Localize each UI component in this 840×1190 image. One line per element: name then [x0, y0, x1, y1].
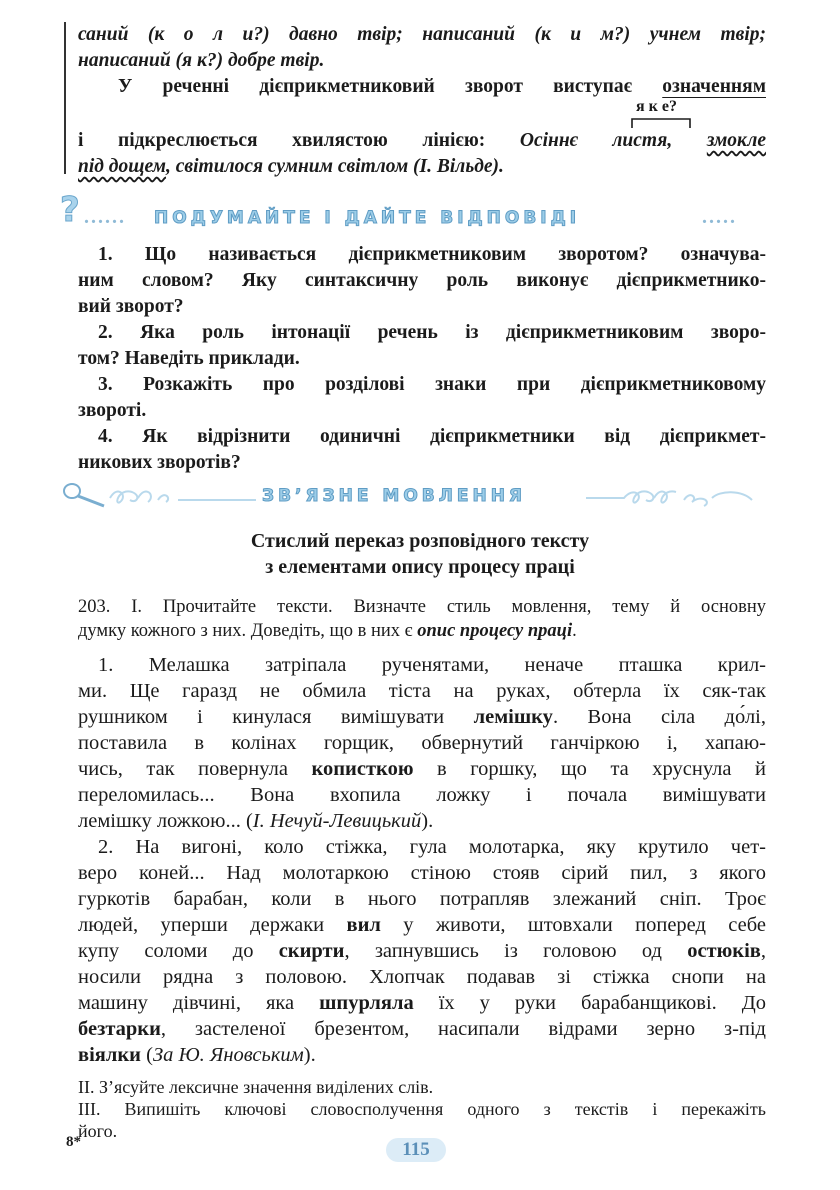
flourish-right: [584, 484, 754, 508]
section-title-1: Стислий переказ розповідного тексту: [250, 530, 590, 552]
top-line-1: саний (к о л и?) давно твір; написаний (к и м?) учнем твір;: [78, 24, 767, 45]
section-title-2: з елементами опису процесу праці: [265, 556, 575, 578]
think-line-6: 3. Розкажіть про розділові знаки при дієприкметниковому: [98, 374, 766, 395]
top-line-2: написаний (я к?) добре твір.: [78, 50, 325, 71]
think-line-8: 4. Як відрізнити одиничні дієприкметники від дієприкмет-: [98, 426, 766, 447]
text2-line-5: купу соломи до скирти, запнувшись із головою од остюків,: [78, 940, 766, 962]
text2-line-3: гуркотів барабан, коли в нього потрапляв злежаний сніп. Троє: [78, 888, 766, 910]
question-mark-icon: ?: [60, 190, 80, 230]
task-line-2: думку кожного з них. Доведіть, що в них є опис процесу праці.: [78, 621, 577, 641]
dots-left: ......: [84, 206, 126, 228]
text1-line-1: 1. Мелашка затріпала рученятами, неначе пташка крил-: [98, 654, 766, 676]
think-line-1: 1. Що називається дієприкметниковим зворотом? означува-: [98, 244, 766, 265]
think-heading: ПОДУМАЙТЕ І ДАЙТЕ ВІДПОВІДІ: [154, 208, 581, 228]
top-line-4: і підкреслюється хвилястою лінією: Осіннє листя, змокле: [78, 130, 766, 151]
text2-line-2: веро коней... Над молотаркою стіною стояв сірий пил, з якого: [78, 862, 766, 884]
think-line-4: 2. Яка роль інтонації речень із дієприкметниковим зворо-: [98, 322, 766, 343]
task2-line-1: II. З’ясуйте лексичне значення виділених слів.: [78, 1077, 434, 1097]
text2-line-4: людей, уперши держаки вил у животи, штовхали поперед себе: [78, 914, 766, 936]
think-line-3: вий зворот?: [78, 296, 184, 317]
text1-line-3: рушником і кинулася вимішувати лемішку. Вона сіла до́лі,: [78, 706, 766, 728]
text2-line-9: віялки (За Ю. Яновським).: [78, 1044, 316, 1066]
task3-line-2: його.: [78, 1121, 118, 1141]
text1-line-6: переломилась... Вона вхопила ложку і почала вимішувати: [78, 784, 766, 806]
think-line-7: звороті.: [78, 400, 147, 421]
task-line-1: 203. І. Прочитайте тексти. Визначте стиль мовлення, тему й основну: [78, 597, 766, 617]
top-line-3: У реченні дієприкметниковий зворот виступає означенням: [118, 76, 766, 97]
dots-right: .....: [702, 206, 737, 228]
text1-line-5: чись, так повернула кописткою в горшку, що та хруснула й: [78, 758, 766, 780]
text2-line-8: безтарки, застеленої брезентом, насипали відрами зерно з-під: [78, 1018, 766, 1040]
margin-rule: [64, 22, 66, 174]
think-line-5: том? Наведіть приклади.: [78, 348, 300, 369]
signature-mark: 8*: [66, 1134, 81, 1150]
text2-line-7: машину дівчині, яка шпурляла їх у руки барабанщикові. До: [78, 992, 766, 1014]
think-line-2: ним словом? Яку синтаксичну роль виконує дієприкметнико-: [78, 270, 766, 291]
top-line-5: під дощем, світилося сумним світлом (І. Вільде).: [78, 156, 504, 177]
question-yake: я к е?: [636, 98, 677, 115]
text1-line-2: ми. Ще гаразд не обмила тіста на руках, обтерла їх сяк-так: [78, 680, 766, 702]
flourish-left: [108, 484, 258, 508]
think-line-9: никових зворотів?: [78, 452, 241, 473]
task3-line-1: III. Випишіть ключові словосполучення одного з текстів і перекажіть: [78, 1099, 766, 1119]
text2-line-1: 2. На вигоні, коло стіжка, гула молотарка, яку крутило чет-: [98, 836, 766, 858]
speech-heading: ЗВ’ЯЗНЕ МОВЛЕННЯ: [262, 486, 527, 506]
text1-line-4: поставила в колінах горщик, обвернутий ганчіркою і, хапаю-: [78, 732, 766, 754]
text2-line-6: носили рядна з половою. Хлопчак подавав зі стіжка снопи на: [78, 966, 766, 988]
pen-icon: [60, 480, 110, 510]
page-number: 115: [402, 1139, 430, 1160]
text1-line-7: лемішку ложкою... (І. Нечуй-Левицький).: [78, 810, 434, 832]
